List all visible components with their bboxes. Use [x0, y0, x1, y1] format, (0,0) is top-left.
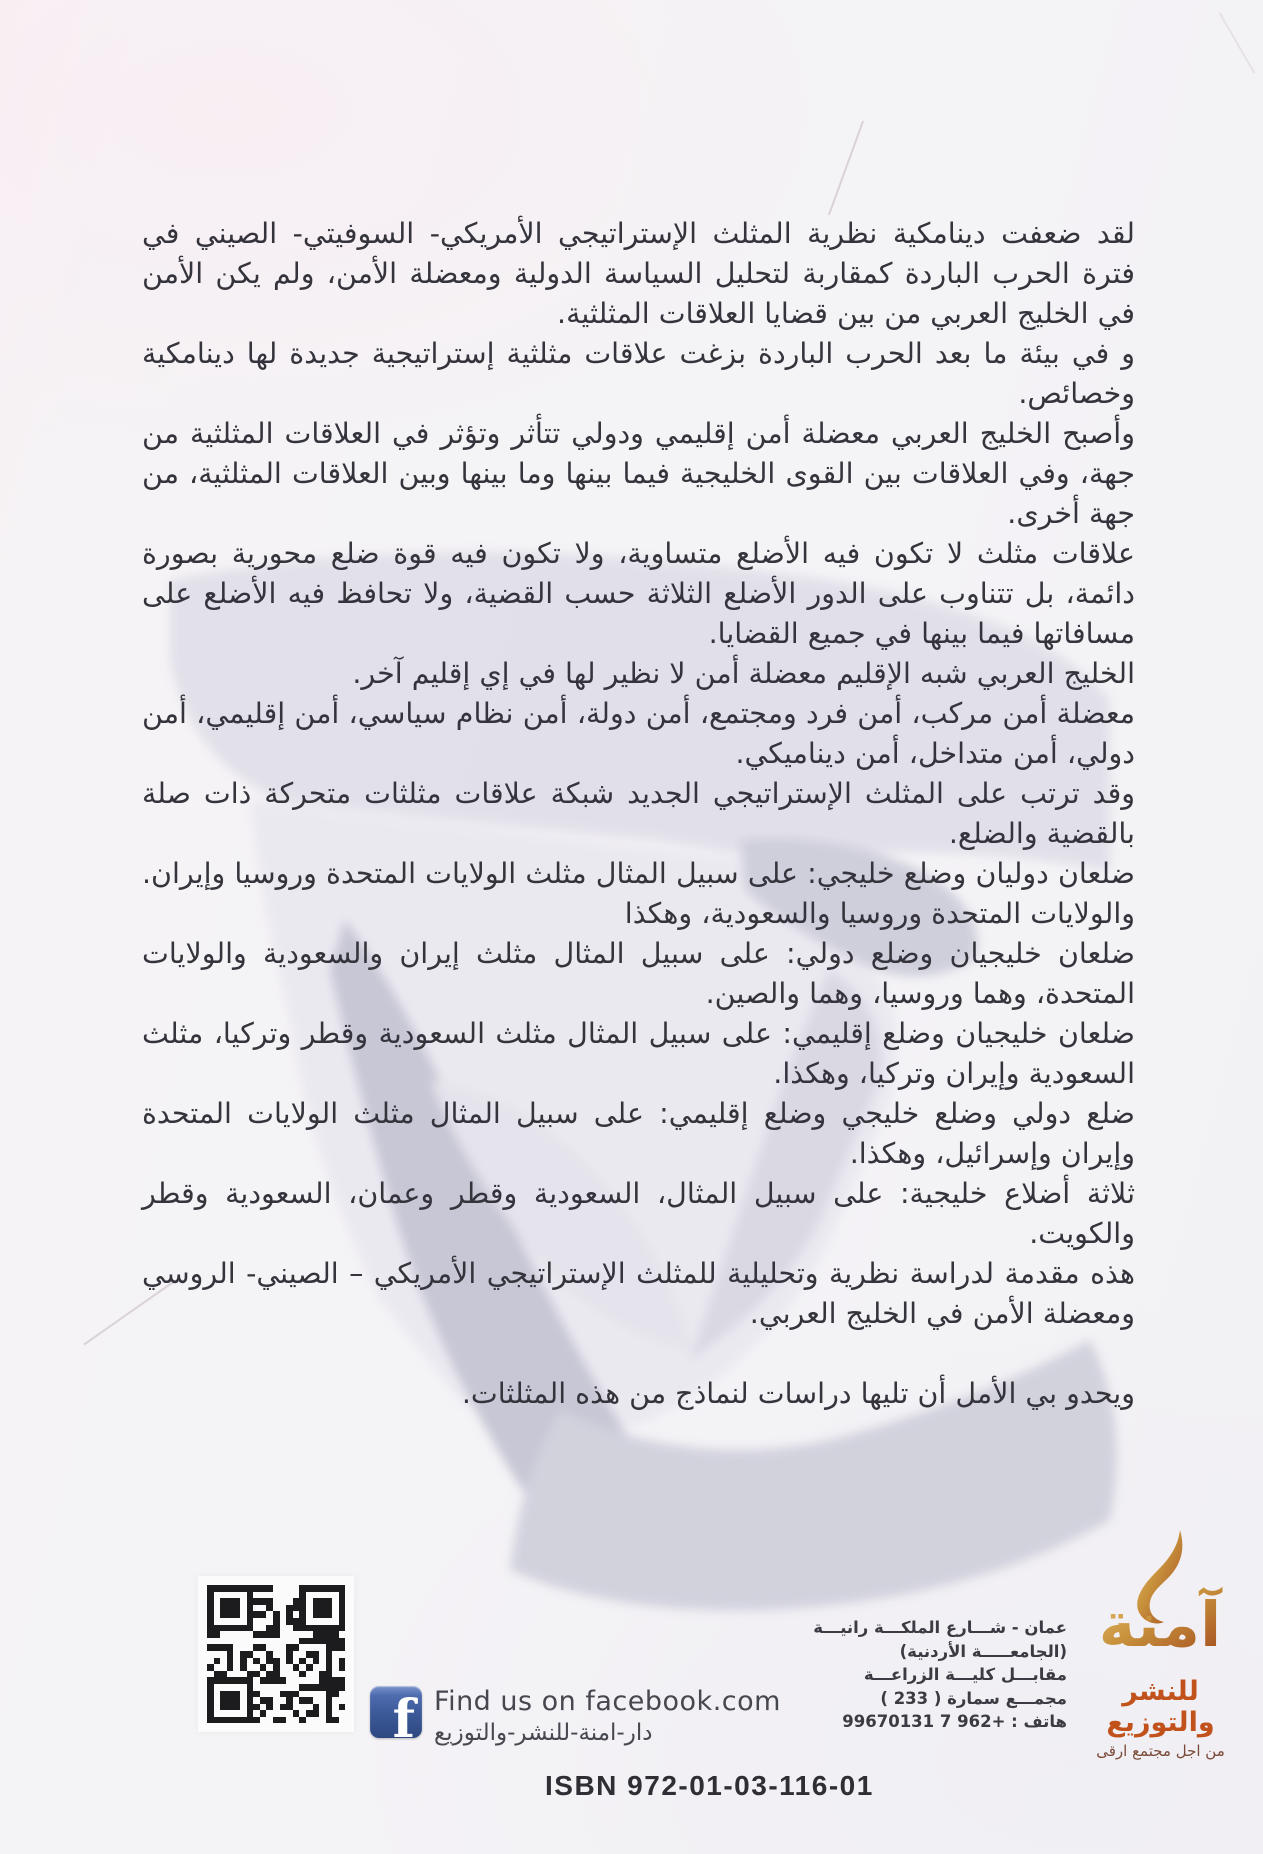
body-paragraph: ضلعان خليجيان وضلع دولي: على سبيل المثال مثلث إيران والسعودية والولايات المتحدة، وهما وروسيا، وهما والصين. [142, 937, 1135, 1010]
body-paragraph: وأصبح الخليج العربي معضلة أمن إقليمي ودولي تتأثر وتؤثر في العلاقات المثلثية من جهة، وفي العلاقات بين القوى الخليجية فيما بينها وما بينها وبين العلاقات المثلثية، من جهة أخرى. [142, 417, 1135, 530]
address-line: مقابـــل كليـــة الزراعـــة [863, 1665, 1067, 1684]
body-paragraph-closing: ويحدو بي الأمل أن تليها دراسات لنماذج من هذه المثلثات. [461, 1377, 1135, 1410]
body-paragraph: معضلة أمن مركب، أمن فرد ومجتمع، أمن دولة، أمن نظام سياسي، أمن إقليمي، أمن دولي، أمن متداخل، أمن ديناميكي. [142, 697, 1135, 770]
publisher-logo [1068, 1528, 1253, 1760]
facebook-find-us-text: Find us on facebook.com [434, 1686, 781, 1717]
publisher-address [813, 1616, 1067, 1734]
body-paragraph: لقد ضعفت دينامكية نظرية المثلث الإستراتيجي الأمريكي- السوفيتي- الصيني في فترة الحرب الباردة كمقاربة لتحليل السياسة الدولية ومعضلة الأمن، ولم يكن الأمن في الخليج العربي من بين قضايا العلاقات المثلثية. [142, 217, 1135, 330]
back-cover-blurb [142, 214, 1135, 1414]
address-line: مجمـــع سمارة ( 233 ) [880, 1688, 1067, 1708]
body-paragraph: وقد ترتب على المثلث الإستراتيجي الجديد شبكة علاقات مثلثات متحركة ذات صلة بالقضية والضلع. [142, 777, 1135, 850]
body-paragraph: الخليج العربي شبه الإقليم معضلة أمن لا نظير لها في إي إقليم آخر. [352, 657, 1135, 690]
facebook-icon [370, 1686, 422, 1738]
facebook-info [434, 1686, 781, 1746]
scan-crease [1219, 12, 1256, 74]
qr-code-pattern [207, 1585, 345, 1723]
publisher-wordmark: آمنة [1098, 1588, 1222, 1661]
qr-code [198, 1576, 354, 1732]
facebook-f-glyph: f [392, 1689, 415, 1738]
address-line: عمان - شـــارع الملكـــة رانيـــة [813, 1618, 1067, 1637]
address-line: (الجامعـــــة الأردنية) [899, 1641, 1067, 1661]
body-paragraph: ثلاثة أضلاع خليجية: على سبيل المثال، السعودية وقطر وعمان، السعودية وقطر والكويت. [142, 1177, 1135, 1250]
body-paragraph: ضلعان خليجيان وضلع إقليمي: على سبيل المثال مثلث السعودية وقطر وتركيا، مثلث السعودية وإيران وتركيا، وهكذا. [142, 1017, 1135, 1090]
address-phone-line: هاتف : +962 7 99670131 [842, 1712, 1067, 1731]
publisher-logo-flame [1068, 1528, 1253, 1678]
publisher-subtitle: للنشر والتوزيع [1106, 1676, 1215, 1738]
body-paragraph: و في بيئة ما بعد الحرب الباردة بزغت علاقات مثلثية إستراتيجية جديدة لها دينامكية وخصائص. [142, 337, 1135, 410]
scan-crease [828, 121, 864, 216]
body-paragraph: ضلعان دوليان وضلع خليجي: على سبيل المثال مثلث الولايات المتحدة وروسيا وإيران. والولايات المتحدة وروسيا والسعودية، وهكذا [142, 857, 1135, 930]
body-paragraph: ضلع دولي وضلع خليجي وضلع إقليمي: على سبيل المثال مثلث الولايات المتحدة وإيران وإسرائيل، وهكذا. [142, 1097, 1135, 1170]
body-paragraph: هذه مقدمة لدراسة نظرية وتحليلية للمثلث الإستراتيجي الأمريكي – الصيني- الروسي ومعضلة الأمن في الخليج العربي. [142, 1257, 1135, 1330]
publisher-tagline: من اجل مجتمع ارقى [1096, 1742, 1225, 1760]
facebook-page-name: دار-امنة-للنشر-والتوزيع [434, 1720, 653, 1746]
isbn-number: ISBN 972-01-03-116-01 [545, 1770, 874, 1801]
body-paragraph: علاقات مثلث لا تكون فيه الأضلع متساوية، ولا تكون فيه قوة ضلع محورية بصورة دائمة، بل تتناوب على الدور الأضلع الثلاثة حسب القضية، ولا تحافظ فيه الأضلع على مسافاتها فيما بينها في جميع القضايا. [142, 537, 1135, 650]
